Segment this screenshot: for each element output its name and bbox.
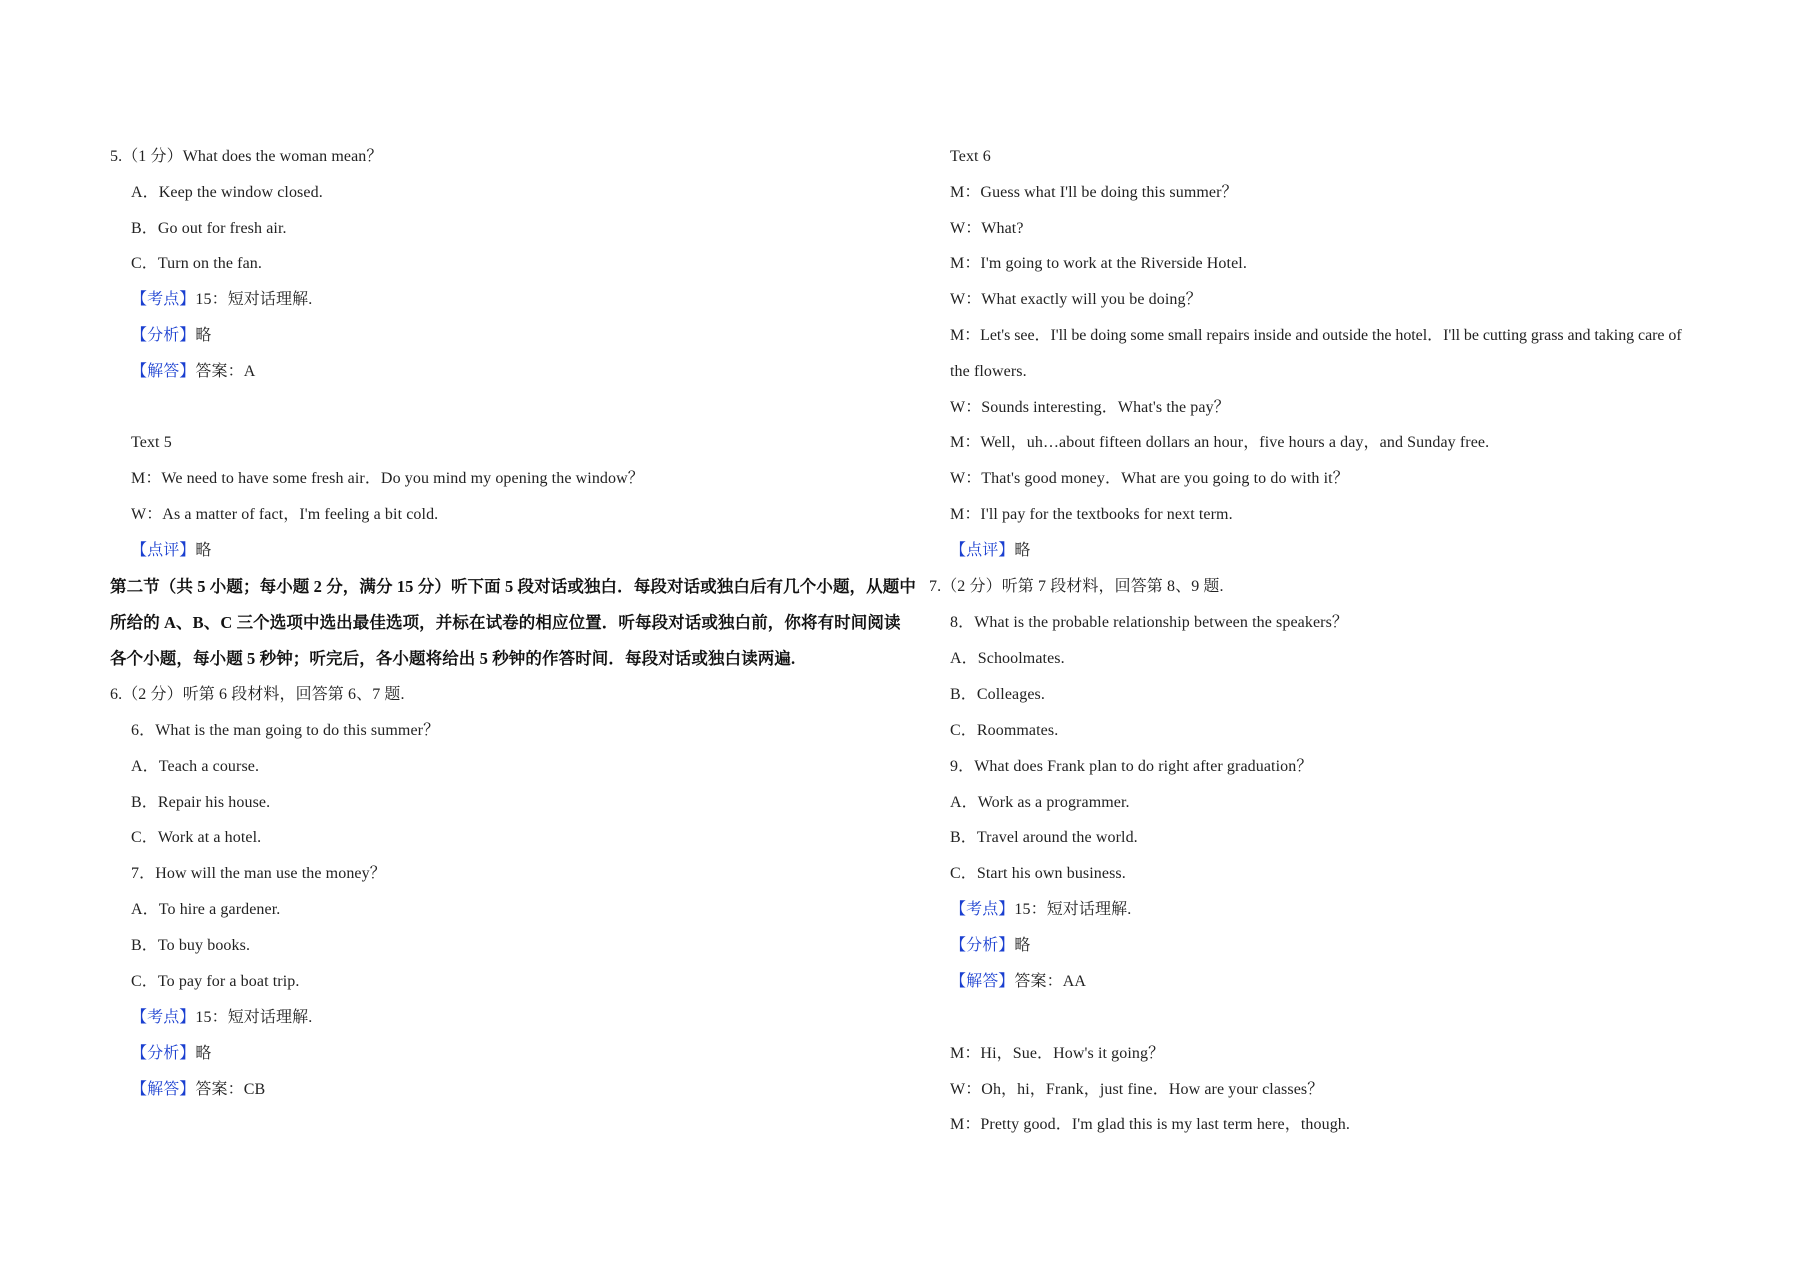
kaodian-text: 15：短对话理解. [1014, 901, 1132, 918]
question-6-fenxi [131, 1043, 212, 1065]
dianping-text: 略 [1014, 542, 1031, 559]
kaodian-tag: 【考点】 [131, 1009, 196, 1026]
question-7-option-b: B．To buy books. [131, 937, 251, 954]
question-7-kaodian [950, 899, 1131, 921]
question-6-option-b: B．Repair his house. [131, 794, 271, 811]
jieda-text: 答案：CB [195, 1081, 266, 1098]
text-5-line-2: W：As a matter of fact，I'm feeling a bit cold. [131, 506, 439, 523]
question-8-stem: 8．What is the probable relationship between the speakers？ [950, 614, 1349, 631]
fenxi-tag: 【分析】 [131, 327, 196, 344]
kaodian-text: 15：短对话理解. [195, 1009, 313, 1026]
jieda-tag: 【解答】 [131, 1081, 196, 1098]
question-7-stem: 7．How will the man use the money？ [131, 865, 386, 882]
text-6-line-8: M：Well，uh…about fifteen dollars an hour，five hours a day，and Sunday free. [950, 434, 1490, 451]
text-7-line-2: W：Oh，hi，Frank，just fine．How are your classes？ [950, 1081, 1324, 1098]
kaodian-text: 15：短对话理解. [195, 291, 313, 308]
text-6-line-3: M：I'm going to work at the Riverside Hotel. [950, 255, 1247, 272]
question-6-header: 6.（2 分）听第 6 段材料，回答第 6、7 题. [110, 686, 405, 703]
jieda-text: 答案：A [195, 363, 256, 380]
dianping-tag: 【点评】 [131, 542, 196, 559]
question-9-option-b: B．Travel around the world. [950, 829, 1138, 846]
jieda-tag: 【解答】 [131, 363, 196, 380]
question-9-stem: 9．What does Frank plan to do right after graduation？ [950, 758, 1313, 775]
question-5-dianping [131, 540, 212, 562]
question-7-fenxi [950, 935, 1031, 957]
text-6-title: Text 6 [950, 148, 991, 165]
dianping-tag: 【点评】 [950, 542, 1015, 559]
question-8-option-a: A．Schoolmates. [950, 650, 1065, 667]
question-6-jieda [131, 1079, 265, 1101]
text-5-title: Text 5 [131, 434, 172, 451]
question-7-option-c: C．To pay for a boat trip. [131, 973, 300, 990]
text-7-line-3: M：Pretty good．I'm glad this is my last term here，though. [950, 1116, 1350, 1133]
question-5-jieda [131, 361, 255, 383]
question-7-option-a: A．To hire a gardener. [131, 901, 281, 918]
fenxi-text: 略 [195, 1045, 212, 1062]
text-5-line-1: M：We need to have some fresh air．Do you mind my opening the window？ [131, 470, 644, 487]
question-5-stem: 5.（1 分）What does the woman mean？ [110, 148, 383, 165]
question-6-kaodian [131, 1007, 312, 1029]
question-6-option-c: C．Work at a hotel. [131, 829, 262, 846]
text-6-line-9: W：That's good money．What are you going to do with it？ [950, 470, 1349, 487]
kaodian-tag: 【考点】 [950, 901, 1015, 918]
question-7-jieda [950, 971, 1086, 993]
text-6-line-4: W：What exactly will you be doing？ [950, 291, 1202, 308]
question-6-dianping [950, 540, 1031, 562]
question-9-option-c: C．Start his own business. [950, 865, 1126, 882]
question-5-fenxi [131, 325, 212, 347]
text-6-line-7: W：Sounds interesting．What's the pay？ [950, 399, 1230, 416]
question-5-option-a: A．Keep the window closed. [131, 184, 323, 201]
section-two-instructions-line-2: 所给的 A、B、C 三个选项中选出最佳选项，并标在试卷的相应位置．听每段对话或独白前，你将有时间阅读 [110, 613, 901, 632]
fenxi-tag: 【分析】 [950, 937, 1015, 954]
fenxi-text: 略 [1014, 937, 1031, 954]
question-5-option-c: C．Turn on the fan. [131, 255, 262, 272]
text-6-line-10: M：I'll pay for the textbooks for next term. [950, 506, 1233, 523]
jieda-text: 答案：AA [1014, 973, 1087, 990]
text-6-line-1: M：Guess what I'll be doing this summer？ [950, 184, 1238, 201]
kaodian-tag: 【考点】 [131, 291, 196, 308]
text-6-line-2: W：What? [950, 220, 1024, 237]
question-5-kaodian [131, 289, 312, 311]
question-9-option-a: A．Work as a programmer. [950, 794, 1130, 811]
fenxi-tag: 【分析】 [131, 1045, 196, 1062]
question-8-option-c: C．Roommates. [950, 722, 1059, 739]
text-6-line-5: M：Let's see．I'll be doing some small repairs inside and outside the hotel．I'll be cutting grass and taking care of [950, 327, 1682, 344]
jieda-tag: 【解答】 [950, 973, 1015, 990]
section-two-instructions-line-1: 第二节（共 5 小题；每小题 2 分，满分 15 分）听下面 5 段对话或独白．每段对话或独白后有几个小题，从题中 [110, 577, 916, 596]
section-two-instructions-line-3: 各个小题，每小题 5 秒钟；听完后，各小题将给出 5 秒钟的作答时间．每段对话或独白读两遍. [110, 649, 796, 668]
question-8-option-b: B．Colleages. [950, 686, 1045, 703]
question-6-option-a: A．Teach a course. [131, 758, 260, 775]
question-5-option-b: B．Go out for fresh air. [131, 220, 287, 237]
text-7-line-1: M：Hi，Sue．How's it going？ [950, 1045, 1165, 1062]
text-6-line-6: the flowers. [950, 363, 1027, 380]
question-6-stem: 6．What is the man going to do this summer？ [131, 722, 440, 739]
question-7-header: 7.（2 分）听第 7 段材料，回答第 8、9 题. [929, 578, 1224, 595]
dianping-text: 略 [195, 542, 212, 559]
fenxi-text: 略 [195, 327, 212, 344]
